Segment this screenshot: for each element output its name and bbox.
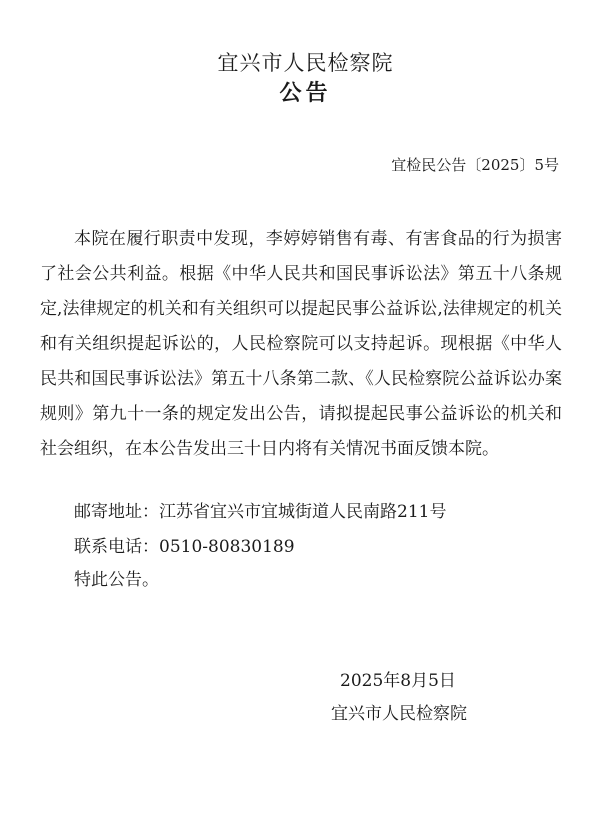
body-paragraph: 本院在履行职责中发现，李婷婷销售有毒、有害食品的行为损害了社会公共利益。根据《中华人民共和国民事诉讼法》第五十八条规定,法律规定的机关和有关组织可以提起民事公益诉讼,法律规定的机关和有关组织提起诉讼的，人民检察院可以支持起诉。现根据《中华人民共和国民事诉讼法》第五十八条第二款、《人民检察院公益诉讼办案规则》第九十一条的规定发出公告，请拟提起民事公益诉讼的机关和社会组织，在本公告发出三十日内将有关情况书面反馈本院。 xyxy=(40,229,562,459)
signature-organization: 宜兴市人民检察院 xyxy=(331,704,467,724)
mailing-address: 邮寄地址：江苏省宜兴市宜城街道人民南路211号 xyxy=(74,502,447,522)
signature-date: 2025年8月5日 xyxy=(340,671,456,691)
document-type-title: 公告 xyxy=(279,81,332,106)
organization-title: 宜兴市人民检察院 xyxy=(217,51,394,75)
closing-statement: 特此公告。 xyxy=(74,570,159,590)
document-number: 宜检民公告〔2025〕5号 xyxy=(391,156,559,174)
contact-phone: 联系电话：0510-80830189 xyxy=(74,537,295,557)
